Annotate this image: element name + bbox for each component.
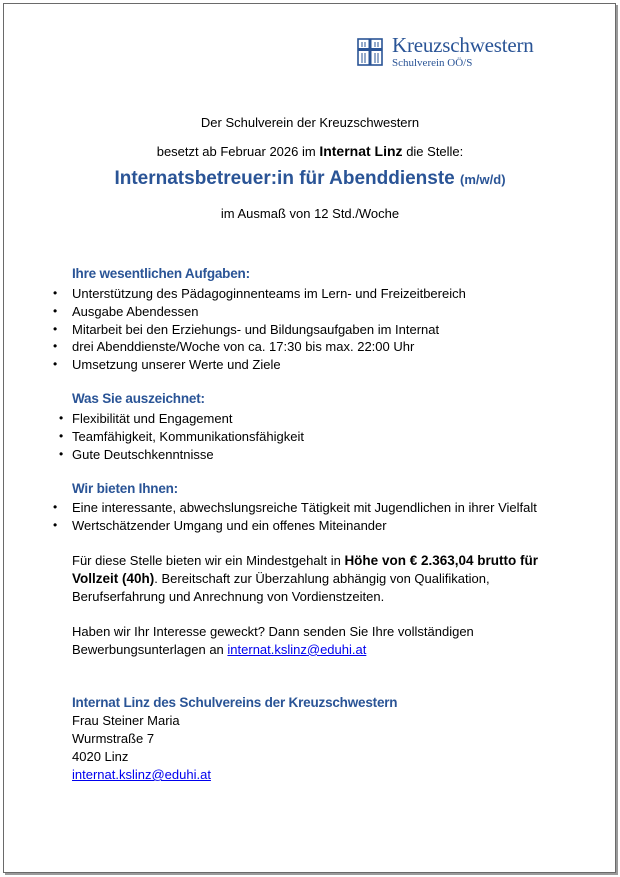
list-item: • Umsetzung unserer Werte und Ziele [72, 356, 466, 374]
salary-line-2 [72, 570, 538, 588]
salary-suffix: . Bereitschaft zur Überzahlung abhängig von Qualifikation, [154, 570, 490, 586]
offer-list [72, 499, 537, 535]
apply-prefix: Bewerbungsunterlagen an [72, 641, 224, 657]
contact-street: Wurmstraße 7 [72, 731, 155, 746]
qualities-list [72, 410, 304, 463]
tasks-list [72, 285, 466, 374]
job-title [0, 168, 620, 190]
logo-title: Kreuzschwestern [392, 33, 534, 57]
contact-city: 4020 Linz [72, 749, 129, 764]
apply-paragraph [72, 623, 474, 659]
list-item: • Flexibilität und Engagement [72, 410, 304, 428]
salary-amount: Höhe von € 2.363,04 brutto für [344, 553, 538, 568]
offer-heading: Wir bieten Ihnen: [72, 481, 178, 496]
list-item: • Ausgabe Abendessen [72, 303, 466, 321]
salary-line-1 [72, 552, 538, 570]
qualities-heading: Was Sie auszeichnet: [72, 391, 205, 406]
extent-line: im Ausmaß von 12 Std./Woche [220, 206, 400, 221]
intro-line: Der Schulverein der Kreuzschwestern [200, 115, 420, 130]
salary-paragraph [72, 552, 538, 605]
kreuzschwestern-logo [357, 33, 577, 70]
cross-window-icon [357, 38, 383, 66]
job-title-text: Internatsbetreuer:in für Abenddienste [114, 168, 455, 189]
list-item: • Eine interessante, abwechslungsreiche Tätigkeit mit Jugendlichen in ihrer Vielfalt [72, 499, 537, 517]
list-item: • Gute Deutschkenntnisse [72, 446, 304, 464]
apply-email-link[interactable]: internat.kslinz@eduhi.at [227, 641, 367, 657]
contact-email-link[interactable]: internat.kslinz@eduhi.at [72, 767, 211, 782]
seeks-suffix: die Stelle: [406, 144, 464, 159]
salary-line-3: Berufserfahrung und Anrechnung von Vordienstzeiten. [72, 588, 385, 604]
seeks-line [0, 143, 620, 159]
contact-email-line [72, 767, 211, 782]
apply-line-1: Haben wir Ihr Interesse geweckt? Dann senden Sie Ihre vollständigen [72, 624, 474, 639]
list-item: • Wertschätzender Umgang und ein offenes Miteinander [72, 517, 537, 535]
salary-prefix: Für diese Stelle bieten wir ein Mindestgehalt in [72, 553, 341, 568]
list-item: • Teamfähigkeit, Kommunikationsfähigkeit [72, 428, 304, 446]
list-item: • Mitarbeit bei den Erziehungs- und Bildungsaufgaben im Internat [72, 321, 466, 339]
list-item: • Unterstützung des Pädagoginnenteams im Lern- und Freizeitbereich [72, 285, 466, 303]
seeks-place: Internat Linz [319, 143, 403, 159]
contact-name: Frau Steiner Maria [72, 713, 180, 728]
seeks-prefix: besetzt ab Februar 2026 im [156, 144, 316, 159]
job-title-suffix: (m/w/d) [460, 172, 506, 187]
list-item: • drei Abenddienste/Woche von ca. 17:30 bis max. 22:00 Uhr [72, 338, 466, 356]
logo-subtitle: Schulverein OÖ/S [392, 57, 473, 69]
salary-fulltime: Vollzeit (40h) [72, 570, 155, 586]
tasks-heading: Ihre wesentlichen Aufgaben: [72, 266, 250, 281]
apply-line-2 [72, 641, 474, 659]
contact-heading: Internat Linz des Schulvereins der Kreuzschwestern [72, 695, 398, 710]
